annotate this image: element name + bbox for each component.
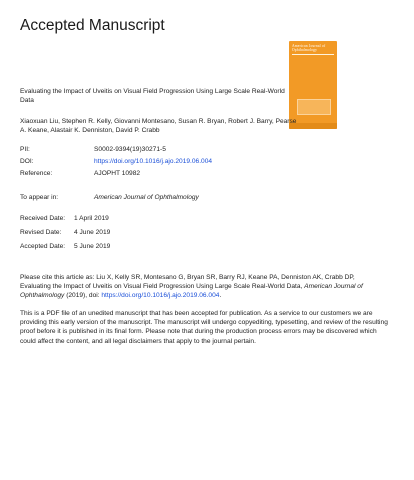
cover-journal-title: American Journal of Ophthalmology [292,44,326,53]
citation-doi-link[interactable]: https://doi.org/10.1016/j.ajo.2019.06.004 [101,292,220,300]
disclaimer-paragraph: This is a PDF file of an unedited manuscript that has been accepted for publication. As a service to our customers we are providing this early version of the manuscript. The manuscript will undergo copyediting, typesetting, and review of the resulting proof before it is published in its final form. Please note that during the production process errors may be discovered which could affect the content, and all legal disclaimers that apply to the journal pertain. [20,310,388,345]
page-title: Accepted Manuscript [20,17,165,34]
citation-journal: American Journal of Ophthalmology [20,283,363,300]
doi-label: DOI: [20,158,34,165]
accepted-value: 5 June 2019 [74,243,111,250]
citation-middle: (2019), doi: [64,292,102,300]
accepted-label: Accepted Date: [20,243,66,250]
doi-link[interactable]: https://doi.org/10.1016/j.ajo.2019.06.004 [94,158,213,165]
article-title: Evaluating the Impact of Uveitis on Visual Field Progression Using Large Scale Real-World Data [20,88,285,105]
reference-label: Reference: [20,170,53,177]
cover-divider [292,54,334,55]
received-label: Received Date: [20,215,66,222]
journal-cover-image [289,41,337,129]
citation-paragraph [20,273,370,301]
pii-value: S0002-9394(19)30271-5 [94,146,166,153]
reference-value: AJOPHT 10982 [94,170,141,177]
revised-label: Revised Date: [20,229,62,236]
received-value: 1 April 2019 [74,215,109,222]
cover-emblem [297,99,331,115]
appear-value: American Journal of Ophthalmology [94,194,199,201]
revised-value: 4 June 2019 [74,229,111,236]
citation-suffix: . [219,292,222,300]
article-authors: Xiaoxuan Liu, Stephen R. Kelly, Giovanni Montesano, Susan R. Bryan, Robert J. Barry, Pearse A. Keane, Alastair K. Denniston, David P. Crabb [20,118,297,135]
pii-label: PII: [20,146,30,153]
appear-label: To appear in: [20,194,59,201]
citation-prefix: Please cite this article as: Liu X, Kelly SR, Montesano G, Bryan SR, Barry RJ, Keane PA, Denniston AK, Crabb DP, Evaluating the Impact of Uveitis on Visual Field Progression Using Large Scale Real-World Data, [20,274,355,291]
